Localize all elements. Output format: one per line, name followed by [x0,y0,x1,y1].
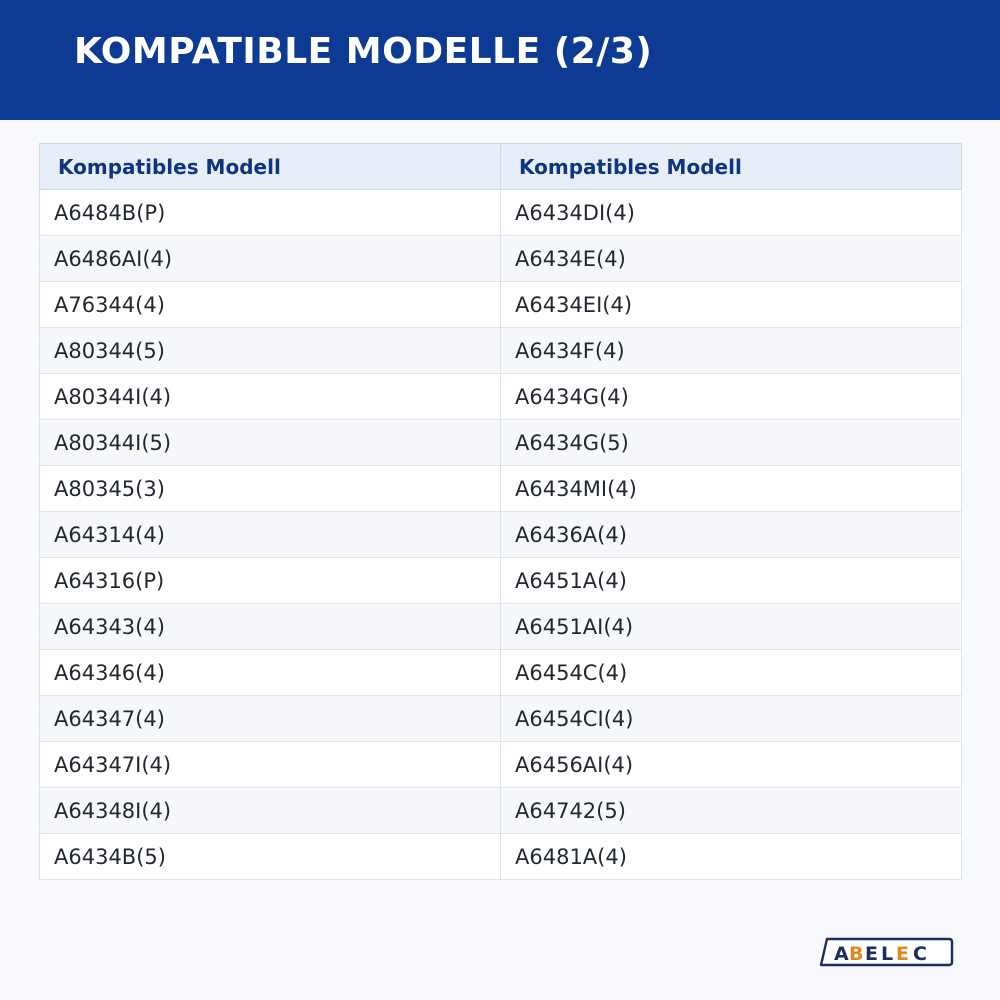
table-row [40,190,962,236]
model-cell: A6434G(5) [501,420,962,466]
column-header: Kompatibles Modell [40,144,501,190]
table-row [40,558,962,604]
table-row [40,328,962,374]
svg-text:A: A [834,943,849,965]
table-row [40,788,962,834]
model-cell: A80344I(5) [40,420,501,466]
table-row [40,420,962,466]
table-row [40,742,962,788]
table-row [40,650,962,696]
table-body [40,190,962,880]
model-cell: A64742(5) [501,788,962,834]
table-row [40,282,962,328]
table-row [40,604,962,650]
model-cell: A64314(4) [40,512,501,558]
model-cell: A64347I(4) [40,742,501,788]
table-row [40,834,962,880]
compatible-models-table [39,143,962,880]
model-cell: A6481A(4) [501,834,962,880]
svg-text:E: E [865,943,878,965]
abelec-logo [818,936,954,968]
table-row [40,696,962,742]
svg-text:L: L [881,943,894,965]
model-cell: A6484B(P) [40,190,501,236]
model-cell: A64343(4) [40,604,501,650]
model-cell: A6454CI(4) [501,696,962,742]
svg-text:C: C [913,943,927,965]
model-cell: A80344I(4) [40,374,501,420]
column-header: Kompatibles Modell [501,144,962,190]
model-cell: A6486AI(4) [40,236,501,282]
page-title: KOMPATIBLE MODELLE (2/3) [74,31,653,72]
model-cell: A64347(4) [40,696,501,742]
models-table-container [39,143,961,880]
title-banner [0,0,1000,120]
model-cell: A6451AI(4) [501,604,962,650]
svg-text:B: B [849,943,864,965]
svg-text:E: E [896,943,909,965]
model-cell: A64346(4) [40,650,501,696]
model-cell: A80345(3) [40,466,501,512]
model-cell: A6451A(4) [501,558,962,604]
table-row [40,512,962,558]
table-header-row [40,144,962,190]
model-cell: A64348I(4) [40,788,501,834]
table-row [40,374,962,420]
model-cell: A6436A(4) [501,512,962,558]
model-cell: A6454C(4) [501,650,962,696]
model-cell: A6456AI(4) [501,742,962,788]
model-cell: A6434G(4) [501,374,962,420]
model-cell: A6434EI(4) [501,282,962,328]
model-cell: A80344(5) [40,328,501,374]
model-cell: A64316(P) [40,558,501,604]
model-cell: A6434E(4) [501,236,962,282]
table-row [40,236,962,282]
table-row [40,466,962,512]
model-cell: A76344(4) [40,282,501,328]
model-cell: A6434MI(4) [501,466,962,512]
model-cell: A6434DI(4) [501,190,962,236]
model-cell: A6434B(5) [40,834,501,880]
model-cell: A6434F(4) [501,328,962,374]
